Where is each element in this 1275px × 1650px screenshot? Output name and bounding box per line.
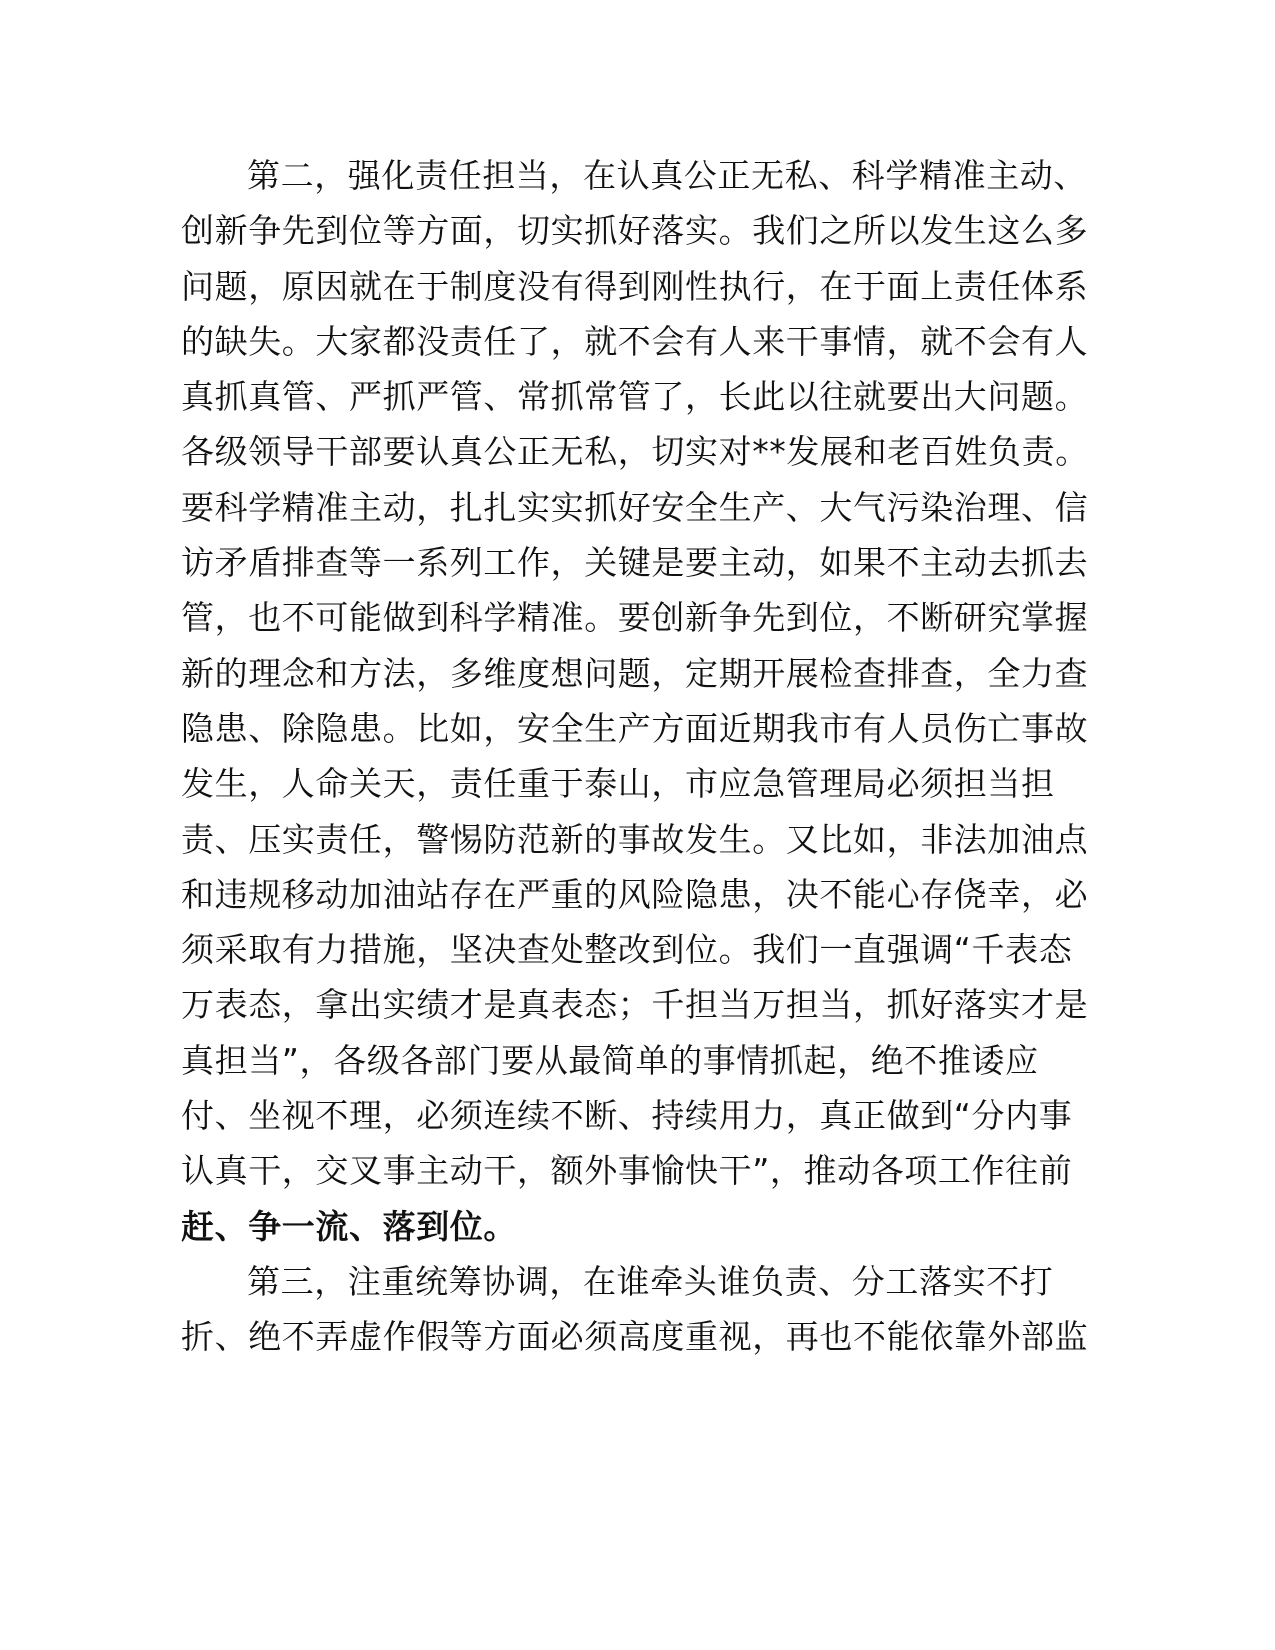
text-line: 折、绝不弄虚作假等方面必须高度重视，再也不能依靠外部监 (181, 1317, 1089, 1357)
text-line: 第三，注重统筹协调，在谁牵头谁负责、分工落实不打 (247, 1261, 1054, 1301)
text-line: 管，也不可能做到科学精准。要创新争先到位，不断研究掌握 (181, 598, 1089, 638)
text-line: 认真干，交叉事主动干，额外事愉快干”，推动各项工作往前 (181, 1151, 1073, 1191)
text-line: 须采取有力措施，坚决查处整改到位。我们一直强调“千表态 (181, 930, 1073, 970)
document-body (181, 148, 1089, 1365)
text-line: 真抓真管、严抓严管、常抓常管了，长此以往就要出大问题。 (181, 377, 1089, 417)
text-line: 访矛盾排查等一系列工作，关键是要主动，如果不主动去抓去 (181, 543, 1089, 583)
text-line: 和违规移动加油站存在严重的风险隐患，决不能心存侥幸，必 (181, 874, 1089, 914)
text-line: 隐患、除隐患。比如，安全生产方面近期我市有人员伤亡事故 (181, 708, 1089, 748)
text-line: 万表态，拿出实绩才是真表态；千担当万担当，抓好落实才是 (181, 985, 1089, 1025)
paragraph-third (181, 1254, 1089, 1365)
text-line: 新的理念和方法，多维度想问题，定期开展检查排查，全力查 (181, 653, 1089, 693)
text-line: 各级领导干部要认真公正无私，切实对**发展和老百姓负责。 (181, 432, 1089, 472)
paragraph-second (181, 148, 1089, 1254)
text-line: 问题，原因就在于制度没有得到刚性执行，在于面上责任体系 (181, 266, 1089, 306)
text-line: 责、压实责任，警惕防范新的事故发生。又比如，非法加油点 (181, 819, 1089, 859)
text-line: 创新争先到位等方面，切实抓好落实。我们之所以发生这么多 (181, 211, 1089, 251)
text-line: 发生，人命关天，责任重于泰山，市应急管理局必须担当担 (181, 764, 1055, 804)
text-line: 赶、争一流、落到位。 (181, 1206, 517, 1246)
text-line: 第二，强化责任担当，在认真公正无私、科学精准主动、 (247, 156, 1087, 195)
text-line: 的缺失。大家都没责任了，就不会有人来干事情，就不会有人 (181, 321, 1089, 361)
text-line: 付、坐视不理，必须连续不断、持续用力，真正做到“分内事 (181, 1096, 1073, 1136)
text-line: 真担当”，各级各部门要从最简单的事情抓起，绝不推诿应 (181, 1040, 1039, 1080)
text-line: 要科学精准主动，扎扎实实抓好安全生产、大气污染治理、信 (181, 487, 1089, 527)
